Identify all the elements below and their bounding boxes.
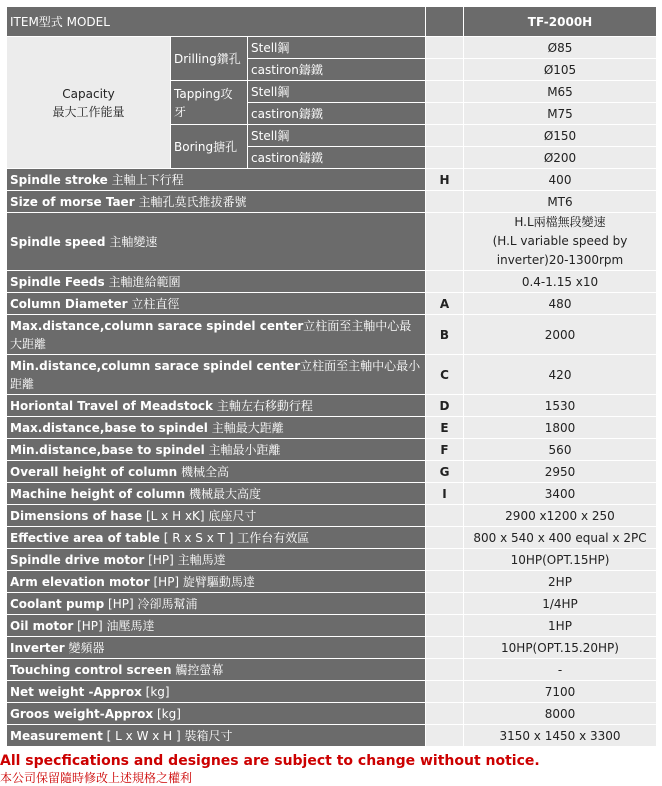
spec-code: I (426, 483, 464, 505)
notice-chinese: 本公司保留隨時修改上述規格之權利 (0, 771, 193, 785)
spec-code: C (426, 355, 464, 395)
capacity-title: Capacity (62, 86, 115, 101)
capacity-material: castiron鑄鐵 (248, 147, 426, 169)
spec-label (7, 395, 426, 417)
spec-code: H (426, 169, 464, 191)
spec-row (7, 293, 657, 315)
spec-label (7, 549, 426, 571)
header-row (7, 7, 657, 37)
spec-row (7, 593, 657, 615)
spec-table (6, 6, 657, 747)
spec-label (7, 169, 426, 191)
spec-label-cn: [L x H xK] 底座尺寸 (142, 508, 257, 523)
spec-code (426, 191, 464, 213)
spec-value: 1/4HP (464, 593, 657, 615)
spec-label (7, 315, 426, 355)
spec-label-cn: 立柱直徑 (127, 296, 180, 311)
spec-label-cn: [HP] 旋臂驅動馬達 (149, 574, 255, 589)
spec-value: 3150 x 1450 x 3300 (464, 725, 657, 747)
spec-code (426, 703, 464, 725)
spec-row (7, 271, 657, 293)
spec-row (7, 527, 657, 549)
spec-code (426, 571, 464, 593)
spec-label (7, 191, 426, 213)
spec-value: 400 (464, 169, 657, 191)
spec-value: 8000 (464, 703, 657, 725)
spec-label-en: Inverter (10, 640, 65, 655)
spec-value: 1800 (464, 417, 657, 439)
spec-row (7, 169, 657, 191)
capacity-group-label: Boring搪孔 (171, 125, 248, 169)
capacity-material: Stell鋼 (248, 81, 426, 103)
spec-code (426, 593, 464, 615)
capacity-value: Ø200 (464, 147, 657, 169)
spec-label-en: Size of morse Taer (10, 194, 135, 209)
spec-label (7, 681, 426, 703)
spec-label (7, 417, 426, 439)
spec-label-en: Spindle speed (10, 234, 106, 249)
spec-value: 1530 (464, 395, 657, 417)
spec-label (7, 703, 426, 725)
spec-row (7, 191, 657, 213)
spec-label-en: Effective area of table (10, 530, 160, 545)
spec-label-en: Arm elevation motor (10, 574, 150, 589)
model-name: TF-2000H (464, 7, 657, 37)
spec-label-en: Spindle Feeds (10, 274, 105, 289)
capacity-material: castiron鑄鐵 (248, 103, 426, 125)
spec-label (7, 725, 426, 747)
spec-label-cn: 主軸上下行程 (107, 172, 184, 187)
spec-label (7, 461, 426, 483)
spec-code (426, 271, 464, 293)
spec-code (426, 659, 464, 681)
spec-label-en: Max.distance,column sarace spindel center (10, 318, 304, 333)
spec-code (426, 637, 464, 659)
spec-row (7, 461, 657, 483)
spec-value: MT6 (464, 191, 657, 213)
spec-label-en: Oil motor (10, 618, 74, 633)
spec-label-cn: 變頻器 (64, 640, 105, 655)
spec-label (7, 213, 426, 271)
spec-row (7, 681, 657, 703)
spec-row (7, 505, 657, 527)
spec-code (426, 505, 464, 527)
spec-row (7, 417, 657, 439)
spec-label-cn: [HP] 主軸馬達 (144, 552, 226, 567)
spec-label-en: Overall height of column (10, 464, 178, 479)
spec-label (7, 483, 426, 505)
spec-label-en: Max.distance,base to spindel (10, 420, 208, 435)
spec-value: 10HP(OPT.15HP) (464, 549, 657, 571)
capacity-code-cell (426, 147, 464, 169)
spec-value: 10HP(OPT.15.20HP) (464, 637, 657, 659)
spec-label-en: Spindle drive motor (10, 552, 145, 567)
capacity-value: M65 (464, 81, 657, 103)
capacity-code-cell (426, 125, 464, 147)
spec-label-en: Dimensions of hase (10, 508, 143, 523)
spec-code (426, 615, 464, 637)
spec-label (7, 505, 426, 527)
spec-row (7, 315, 657, 355)
spec-label-cn: 機械最大高度 (185, 486, 262, 501)
spec-label-cn: [kg] (153, 706, 181, 721)
spec-row (7, 549, 657, 571)
spec-label (7, 355, 426, 395)
spec-value: 1HP (464, 615, 657, 637)
capacity-material: Stell鋼 (248, 125, 426, 147)
spec-label (7, 593, 426, 615)
spec-value: 7100 (464, 681, 657, 703)
spec-value: 2950 (464, 461, 657, 483)
spec-value: 480 (464, 293, 657, 315)
spec-value: 2900 x1200 x 250 (464, 505, 657, 527)
spec-label (7, 527, 426, 549)
spec-label-en: Net weight -Approx (10, 684, 142, 699)
spec-label-en: Spindle stroke (10, 172, 108, 187)
spec-label-cn: 主軸孔莫氏推拔番號 (134, 194, 247, 209)
spec-value: 0.4-1.15 x10 (464, 271, 657, 293)
spec-value: 2000 (464, 315, 657, 355)
spec-code (426, 681, 464, 703)
spec-value: - (464, 659, 657, 681)
capacity-material: Stell鋼 (248, 37, 426, 59)
spec-label-cn: [HP] 油壓馬達 (73, 618, 155, 633)
capacity-group-label: Drilling鑽孔 (171, 37, 248, 81)
spec-row (7, 637, 657, 659)
spec-row (7, 571, 657, 593)
spec-label-cn: 機械全高 (177, 464, 229, 479)
spec-label-cn: 立柱面至主軸中心最大距離 (10, 318, 412, 351)
spec-label-en: Min.distance,base to spindel (10, 442, 205, 457)
spec-row (7, 355, 657, 395)
spec-label (7, 659, 426, 681)
capacity-code-cell (426, 37, 464, 59)
capacity-material: castiron鑄鐵 (248, 59, 426, 81)
spec-row (7, 483, 657, 505)
spec-value: 3400 (464, 483, 657, 505)
spec-row (7, 439, 657, 461)
spec-label-en: Min.distance,column sarace spindel center (10, 358, 301, 373)
spec-label-cn: 主軸左右移動行程 (213, 398, 313, 413)
spec-code (426, 527, 464, 549)
spec-label (7, 271, 426, 293)
capacity-code-cell (426, 103, 464, 125)
spec-row (7, 395, 657, 417)
spec-code: E (426, 417, 464, 439)
spec-value: 420 (464, 355, 657, 395)
spec-label (7, 571, 426, 593)
notice-english: All specfications and designes are subject to change without notice. (0, 753, 540, 769)
spec-code (426, 213, 464, 271)
header-code-cell (426, 7, 464, 37)
spec-code: G (426, 461, 464, 483)
spec-label-en: Horiontal Travel of Meadstock (10, 398, 213, 413)
capacity-value: M75 (464, 103, 657, 125)
capacity-title-cn: 最大工作能量 (52, 104, 125, 119)
capacity-cell (7, 37, 171, 169)
spec-label (7, 293, 426, 315)
spec-value: 2HP (464, 571, 657, 593)
spec-code: D (426, 395, 464, 417)
spec-label-cn: [ L x W x H ] 裝箱尺寸 (102, 728, 233, 743)
spec-label (7, 439, 426, 461)
spec-label (7, 615, 426, 637)
spec-label-cn: [kg] (141, 684, 170, 699)
spec-label-en: Groos weight-Approx (10, 706, 154, 721)
spec-label-cn: 主軸進給範圍 (104, 274, 181, 289)
spec-label-en: Measurement (10, 728, 103, 743)
spec-label-cn: [ R x S x T ] 工作台有效區 (159, 530, 310, 545)
spec-value: H.L兩檔無段變速 (H.L variable speed by inverter)20-1300rpm (464, 213, 657, 271)
spec-label-cn: 觸控螢幕 (171, 662, 224, 677)
spec-label-en: Column Diameter (10, 296, 128, 311)
spec-label-cn: 主軸最小距離 (204, 442, 281, 457)
spec-label-cn: 主軸最大距離 (207, 420, 284, 435)
spec-row (7, 725, 657, 747)
spec-row (7, 615, 657, 637)
spec-code (426, 725, 464, 747)
spec-label-cn: 主軸變速 (105, 234, 158, 249)
spec-row (7, 213, 657, 271)
spec-label (7, 637, 426, 659)
capacity-group-label: Tapping攻牙 (171, 81, 248, 125)
spec-value: 800 x 540 x 400 equal x 2PC (464, 527, 657, 549)
spec-label-en: Machine height of column (10, 486, 186, 501)
spec-code: B (426, 315, 464, 355)
capacity-value: Ø150 (464, 125, 657, 147)
spec-label-cn: [HP] 冷卻馬幫浦 (104, 596, 198, 611)
spec-label-cn: 立柱面至主軸中心最小距離 (10, 358, 421, 391)
spec-code (426, 549, 464, 571)
capacity-value: Ø85 (464, 37, 657, 59)
item-model-label: ITEM型式 MODEL (7, 7, 426, 37)
spec-label-en: Touching control screen (10, 662, 172, 677)
spec-code: F (426, 439, 464, 461)
capacity-row (7, 37, 657, 59)
spec-label-en: Coolant pump (10, 596, 105, 611)
spec-value: 560 (464, 439, 657, 461)
capacity-value: Ø105 (464, 59, 657, 81)
spec-row (7, 659, 657, 681)
capacity-code-cell (426, 81, 464, 103)
spec-code: A (426, 293, 464, 315)
spec-row (7, 703, 657, 725)
capacity-code-cell (426, 59, 464, 81)
